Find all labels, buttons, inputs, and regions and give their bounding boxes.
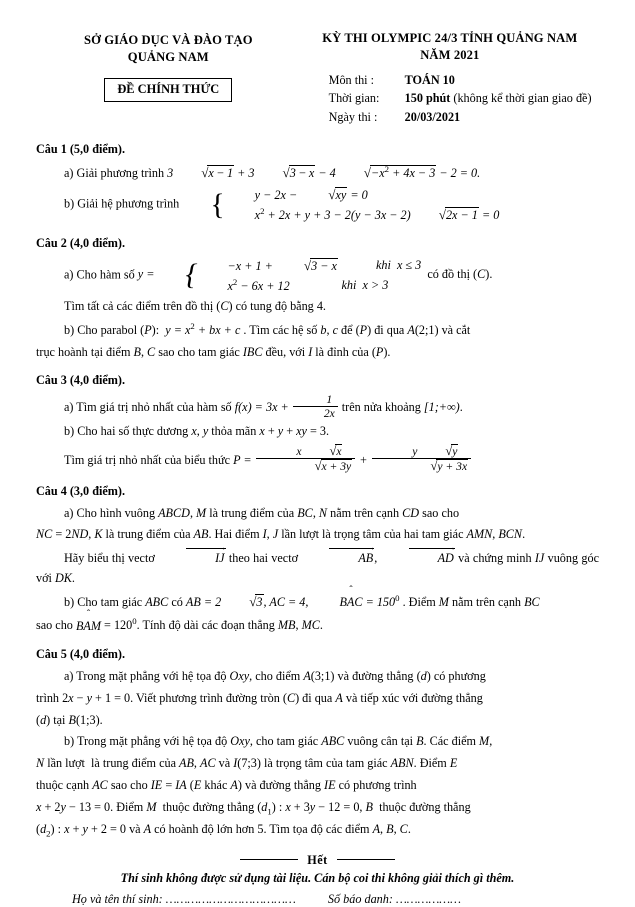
header-right-block	[301, 30, 599, 126]
question-2b-label: b)	[64, 322, 75, 337]
meta-row-subject	[329, 71, 599, 89]
question-3a-text: Tìm giá trị nhỏ nhất của hàm số	[76, 400, 232, 415]
question-4b-formula: AB = 2 √3, AC = 4, BAC = $150^0$	[185, 592, 400, 609]
question-2a	[36, 256, 599, 295]
exam-title-line2: NĂM 2021	[420, 48, 480, 62]
question-1b-system: { y − 2x − √xy = 0 $x^2 + 2x + y + 3 - 2(y - 3x - 2) √2x - 1 = 0$	[210, 187, 500, 223]
question-5b-cont1: N lần lượt là trung điểm của AB, AC và I(7;3) là trọng tâm của tam giác ABN. Điểm E	[36, 756, 458, 771]
question-3a-formula: f(x) = 3x + $\frac{1}{2x}$	[235, 400, 342, 414]
candidate-fields	[36, 892, 599, 907]
question-1b-text: Giải hệ phương trình	[77, 197, 180, 212]
question-5a	[36, 667, 599, 687]
header-left-block	[36, 30, 301, 102]
question-5-title: Câu 5 (4,0 điểm).	[36, 647, 126, 662]
question-3a	[36, 393, 599, 420]
question-4b-label: b)	[64, 594, 75, 609]
question-2a-followup-text: Tìm tất cả các điểm trên đồ thị (C) có tung độ bằng 4.	[64, 298, 326, 313]
question-2a-label: a)	[64, 267, 74, 282]
end-marker	[36, 853, 599, 868]
official-exam-stamp: ĐỀ CHÍNH THỨC	[104, 78, 232, 102]
question-1-title: Câu 1 (5,0 điểm).	[36, 141, 126, 156]
question-2b	[36, 319, 599, 341]
question-2a-formula: y = { −x + 1 + √3 − x khi x ≤ 3 $x^2 - 6x + 12$ khi x > 3 có đồ thị (C).	[137, 257, 493, 293]
question-5b-cont4: $(d_2)$ : x + y + 2 = 0 và A có hoành độ lớn hơn 5. Tìm tọa độ các điểm A, B, C.	[36, 822, 411, 839]
exam-meta	[329, 71, 599, 126]
meta-value-date: 20/03/2021	[404, 109, 461, 124]
question-5b-cont3: x + 2y − 13 = 0. Điểm M thuộc đường thẳng $(d_1)$ : x + 3y − 12 = 0, B thuộc đường thẳng	[36, 799, 471, 817]
question-1a-formula: 3 √x − 1 + 3 √3 − x − 4 $√-x^2 + 4x - 3 - 2 = 0$.	[167, 163, 481, 180]
question-5a-cont1: trình 2x − y + 1 = 0. Viết phương trình đường tròn (C) đi qua A và tiếp xúc với đường thẳng	[36, 690, 483, 705]
question-5b	[36, 732, 599, 752]
question-4b-cont: sao cho BAM = $120^0$. Tính độ dài các đoạn thẳng MB, MC.	[36, 614, 599, 636]
meta-value-duration: 150 phút (không kể thời gian giao đề)	[404, 91, 592, 106]
question-2a-followup	[36, 297, 599, 317]
question-5a-cont2: (d) tại B(1;3).	[36, 712, 103, 727]
question-3a-text2: trên nửa khoảng [1;+∞).	[341, 400, 463, 415]
question-5a-label: a)	[64, 669, 74, 684]
meta-label-date: Ngày thi :	[328, 109, 378, 124]
question-4a-label: a)	[64, 505, 74, 520]
footer-note: Thí sinh không được sử dụng tài liệu. Cán bộ coi thi không giải thích gì thêm.	[120, 870, 515, 885]
footer-rule-left	[240, 859, 298, 860]
question-3a-label: a)	[64, 400, 74, 415]
question-4a-text: Cho hình vuông ABCD, M là trung điểm của BC, N nằm trên cạnh CD sao cho	[76, 505, 460, 520]
question-4b-text2: Điểm M nằm trên cạnh BC	[408, 594, 540, 609]
question-4a-cont: NC = 2ND, K là trung điểm của AB. Hai điểm I, J lần lượt là trọng tâm của hai tam giác AMN, BCN.	[36, 527, 526, 542]
question-2b-text2: . Tìm các hệ số b, c để (P) đi qua A(2;1) và cắt	[243, 322, 471, 337]
page-header	[36, 30, 599, 126]
question-5a-text: Trong mặt phẳng với hệ tọa độ Oxy, cho điểm A(3;1) và đường thẳng (d) có phương	[76, 669, 486, 684]
question-3b-followup-text: Tìm giá trị nhỏ nhất của biểu thức	[64, 453, 231, 468]
question-1a-label: a)	[64, 165, 74, 180]
candidate-id-label: Số báo danh: ………………	[327, 891, 461, 906]
question-5b-text: Trong mặt phẳng với hệ tọa độ Oxy, cho tam giác ABC vuông cân tại B. Các điểm M,	[76, 734, 493, 749]
question-4b: b) Cho tam giác ABC có AB = 2 √3, AC = 4, BAC = $150^0$ . Điểm M nằm trên cạnh BC	[64, 592, 540, 609]
angle-bam: BAM	[75, 618, 101, 633]
question-2-title: Câu 2 (4,0 điểm).	[36, 236, 126, 251]
vector-ab: → AB	[301, 547, 374, 569]
candidate-name-label: Họ và tên thí sinh: ………………………………	[72, 891, 296, 906]
question-2a-text: Cho hàm số	[76, 267, 135, 282]
exam-body	[36, 140, 599, 841]
question-3b-formula: P = $\frac{x √x}{√x + 3y}$ + $\frac{y √y}{√y + 3x}$	[233, 453, 472, 467]
question-1b-label: b)	[64, 197, 75, 212]
question-4b-text: Cho tam giác ABC có	[77, 594, 183, 609]
meta-row-date	[329, 108, 599, 126]
question-1b	[36, 185, 599, 225]
department-name-line1: SỞ GIÁO DỤC VÀ ĐÀO TẠO	[83, 33, 253, 47]
question-1a-text: Giải phương trình	[76, 165, 165, 180]
question-5b-label: b)	[64, 734, 75, 749]
meta-row-duration	[329, 89, 599, 107]
question-3b-followup	[36, 444, 599, 473]
question-4a-followup: Hãy biểu thị vectơ → IJ theo hai vectơ → AB, → AD và chứng minh IJ vuông góc với DK.	[36, 542, 599, 585]
footer-rule-right	[337, 859, 395, 860]
question-3-title: Câu 3 (4,0 điểm).	[36, 373, 126, 388]
end-label: Hết	[307, 852, 328, 867]
meta-label-duration: Thời gian:	[328, 91, 380, 106]
vector-ij: → IJ	[158, 547, 225, 569]
page-footer	[36, 853, 599, 907]
department-name-line2: QUẢNG NAM	[127, 50, 209, 64]
question-3b	[36, 422, 599, 442]
meta-value-subject: TOÁN 10	[404, 73, 455, 87]
meta-label-subject: Môn thi :	[328, 73, 374, 87]
question-2b-text: Cho parabol (P):	[77, 322, 163, 337]
question-2b-formula: $y = x^2$ + bx + c	[165, 320, 241, 337]
question-3b-text: Cho hai số thực dương x, y thỏa mãn x + y + xy = 3.	[77, 424, 330, 439]
exam-title-line1: KỲ THI OLYMPIC 24/3 TỈNH QUẢNG NAM	[322, 31, 578, 45]
question-2b-cont: trục hoành tại điểm B, C sao cho tam giác IBC đều, với I là đỉnh của (P).	[36, 344, 391, 359]
meta-note-duration: (không kể thời gian giao đề)	[453, 91, 592, 106]
question-4-title: Câu 4 (3,0 điểm).	[36, 483, 126, 498]
question-5b-cont2: thuộc cạnh AC sao cho IE = IA (E khác A) và đường thẳng IE có phương trình	[36, 777, 417, 792]
question-4a	[36, 504, 599, 524]
vector-ad: → AD	[381, 547, 455, 569]
question-3b-label: b)	[64, 424, 75, 439]
question-1a	[36, 162, 599, 184]
